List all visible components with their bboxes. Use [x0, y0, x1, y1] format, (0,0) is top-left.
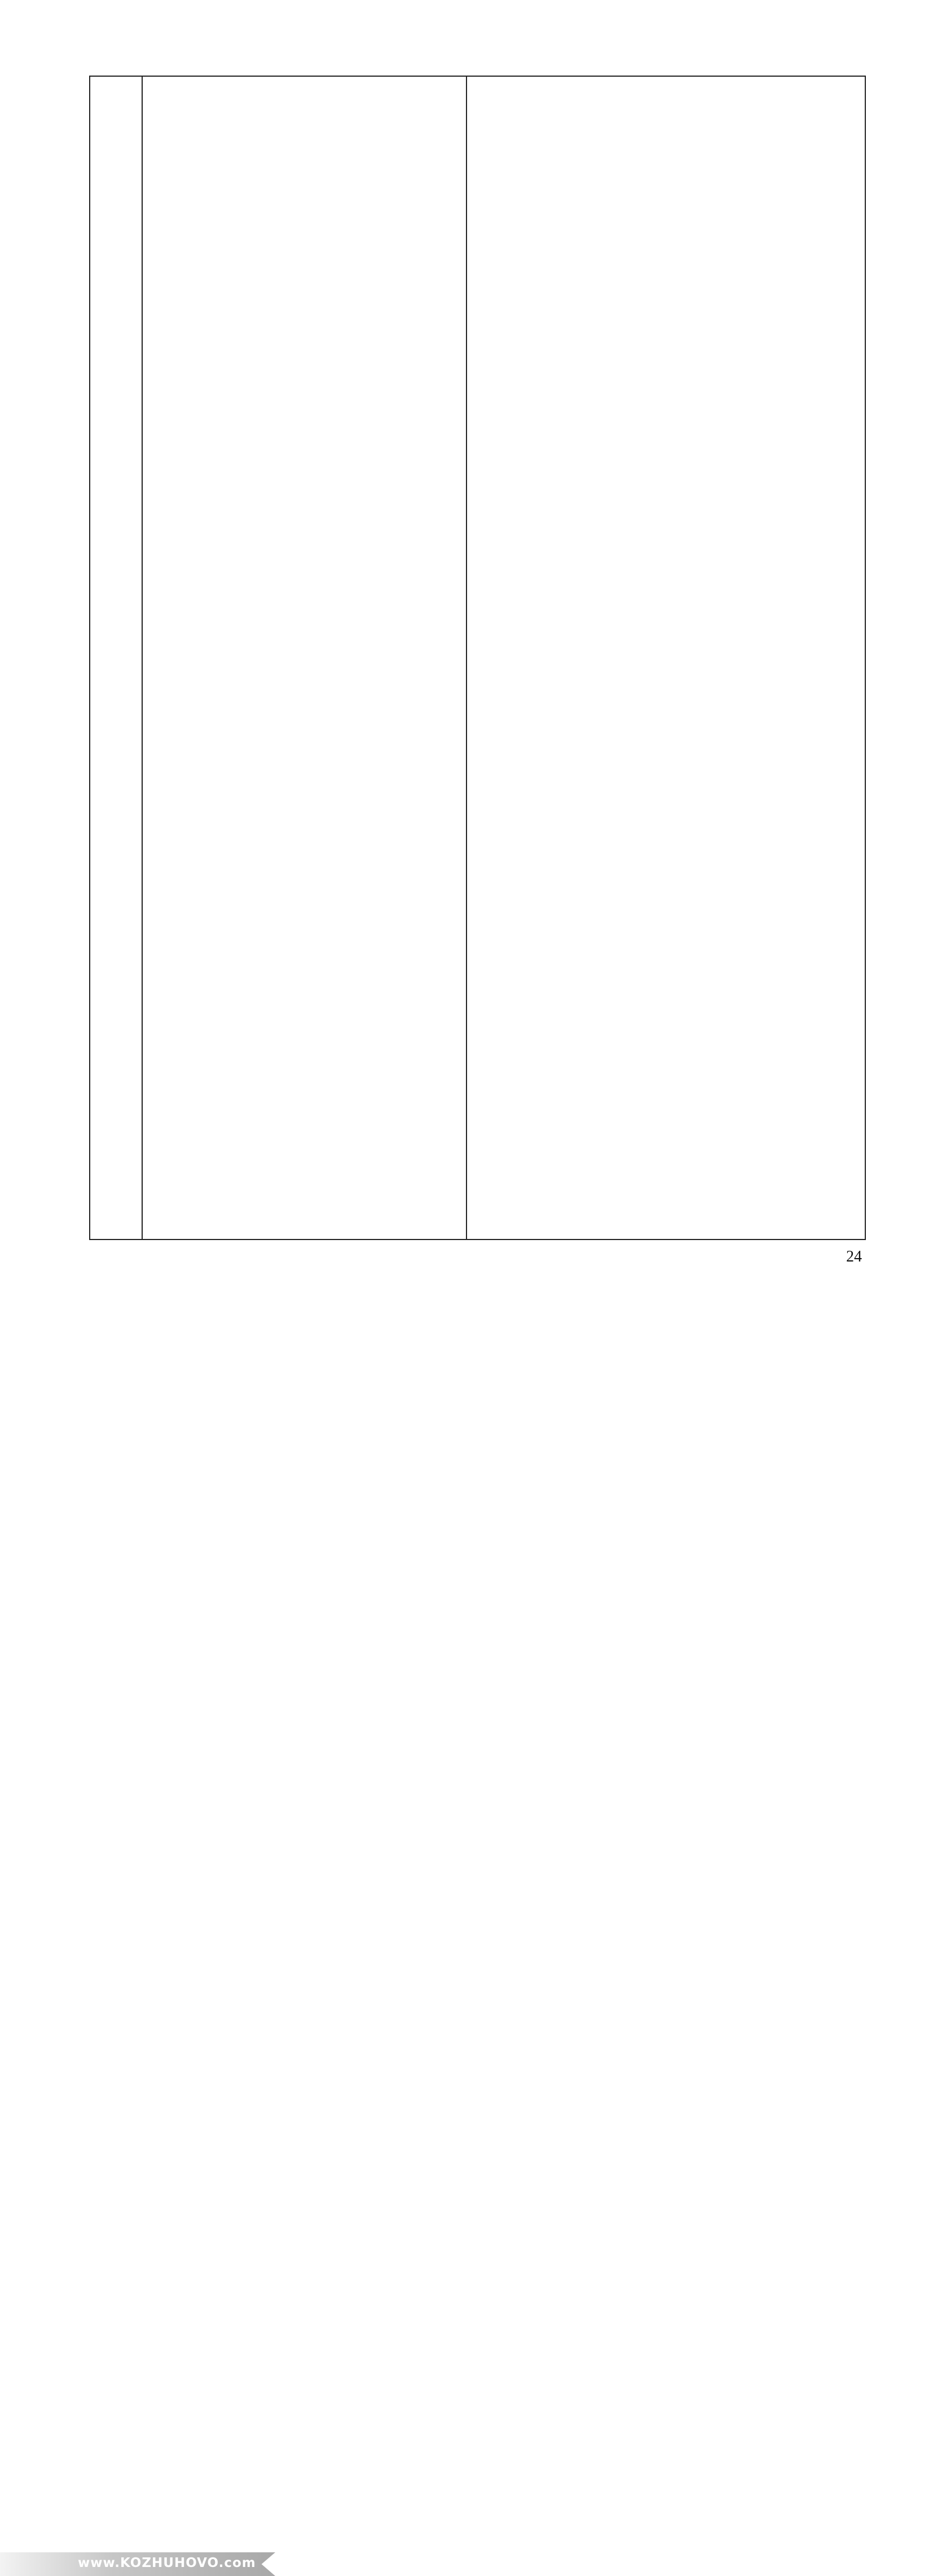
- requirements-table: [89, 76, 866, 1240]
- table-column-divider-1: [142, 77, 143, 1239]
- requirements-cell: [468, 77, 865, 1239]
- watermark: [0, 1270, 282, 2570]
- page-number: 24: [846, 1248, 862, 1265]
- table-column-divider-2: [466, 77, 467, 1239]
- watermark-text: www.KOZHUHOVO.com: [78, 2556, 256, 2570]
